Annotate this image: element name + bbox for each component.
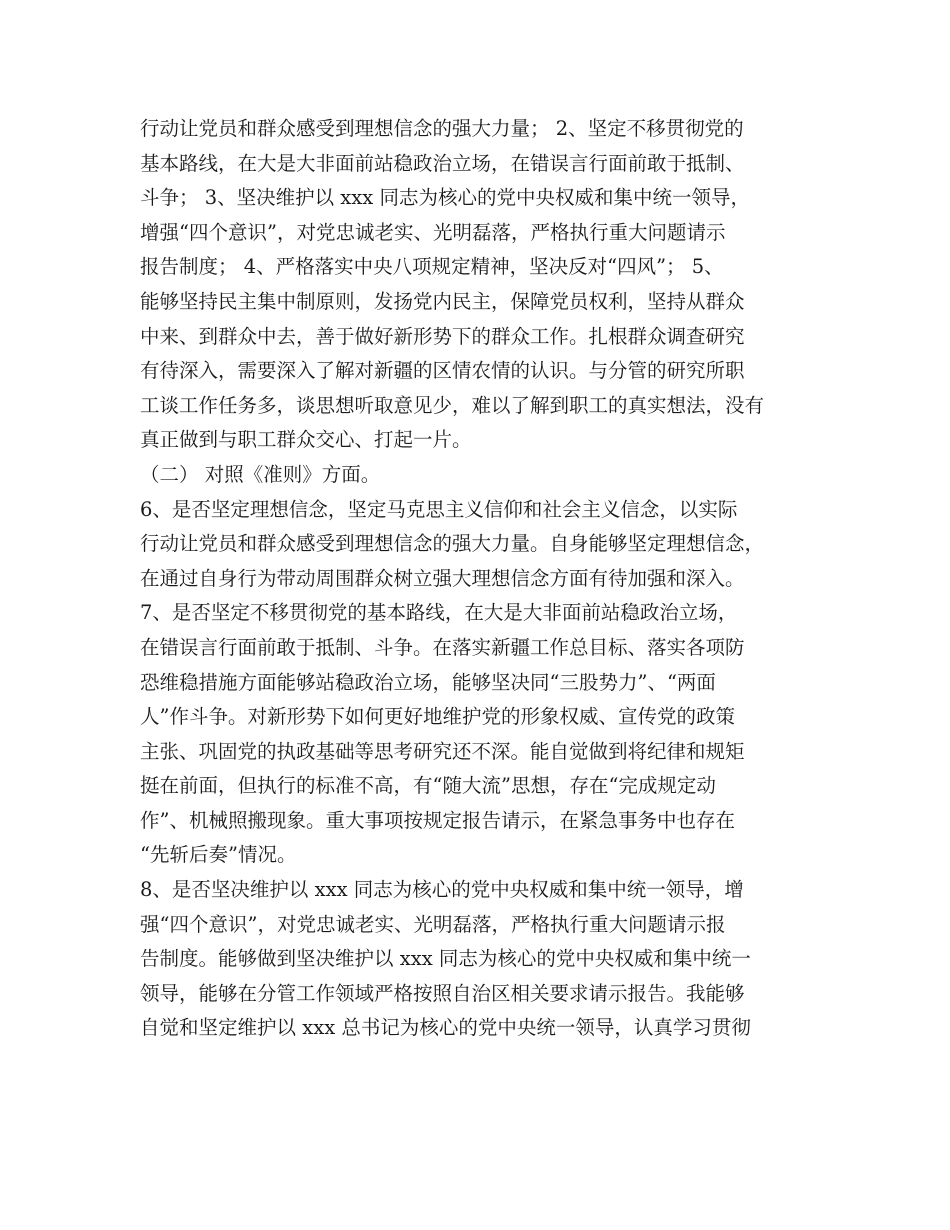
text-line: 领导，能够在分管工作领域严格按照自治区相关要求请示报告。我能够 (140, 981, 745, 1005)
section-heading: （二） 对照《准则》方面。 (140, 462, 381, 486)
text-line: 基本路线，在大是大非面前站稳政治立场，在错误言行面前敢于抵制、 (140, 151, 745, 175)
text-line: 在错误言行面前敢于抵制、斗争。在落实新疆工作总目标、落实各项防 (140, 635, 745, 659)
text-line: 主张、巩固党的执政基础等思考研究还不深。能自觉做到将纪律和规矩 (140, 739, 745, 763)
text-line: “先斩后奏”情况。 (140, 843, 297, 867)
document-body (140, 112, 830, 1046)
text-line: 行动让党员和群众感受到理想信念的强大力量。自身能够坚定理想信念， (140, 532, 765, 556)
text-line: 能够坚持民主集中制原则，发扬党内民主，保障党员权利，坚持从群众 (140, 289, 745, 313)
text-line: 报告制度； 4、严格落实中央八项规定精神，坚决反对“四风”； 5、 (140, 255, 724, 279)
text-line: 挺在前面，但执行的标准不高，有“随大流”思想，存在“完成规定动 (140, 774, 716, 798)
text-line: 自觉和坚定维护以 xxx 总书记为核心的党中央统一领导，认真学习贯彻 (140, 1016, 751, 1040)
text-line: 6、是否坚定理想信念，坚定马克思主义信仰和社会主义信念，以实际 (140, 497, 738, 521)
text-line: 斗争； 3、坚决维护以 xxx 同志为核心的党中央权威和集中统一领导， (140, 186, 750, 210)
text-line: 真正做到与职工群众交心、打起一片。 (140, 428, 472, 452)
text-line: 在通过自身行为带动周围群众树立强大理想信念方面有待加强和深入。 (140, 566, 745, 590)
text-line: 告制度。能够做到坚决维护以 xxx 同志为核心的党中央权威和集中统一 (140, 947, 751, 971)
text-line: 8、是否坚决维护以 xxx 同志为核心的党中央权威和集中统一领导，增 (140, 878, 744, 902)
text-line: 作”、机械照搬现象。重大事项按规定报告请示，在紧急事务中也存在 (140, 808, 735, 832)
text-line: 恐维稳措施方面能够站稳政治立场，能够坚决同“三股势力”、“两面 (140, 670, 716, 694)
text-line: 有待深入，需要深入了解对新疆的区情农情的认识。与分管的研究所职 (140, 359, 745, 383)
text-line: 7、是否坚定不移贯彻党的基本路线，在大是大非面前站稳政治立场， (140, 601, 738, 625)
text-line: 工谈工作任务多，谈思想听取意见少，难以了解到职工的真实想法，没有 (140, 393, 765, 417)
text-line: 中来、到群众中去，善于做好新形势下的群众工作。扎根群众调查研究 (140, 324, 745, 348)
text-line: 人”作斗争。对新形势下如何更好地维护党的形象权威、宣传党的政策 (140, 705, 735, 729)
text-line: 行动让党员和群众感受到理想信念的强大力量； 2、坚定不移贯彻党的 (140, 117, 744, 140)
text-line: 强“四个意识”，对党忠诚老实、光明磊落，严格执行重大问题请示报 (140, 912, 726, 936)
text-line: 增强“四个意识”，对党忠诚老实、光明磊落，严格执行重大问题请示 (140, 220, 726, 244)
